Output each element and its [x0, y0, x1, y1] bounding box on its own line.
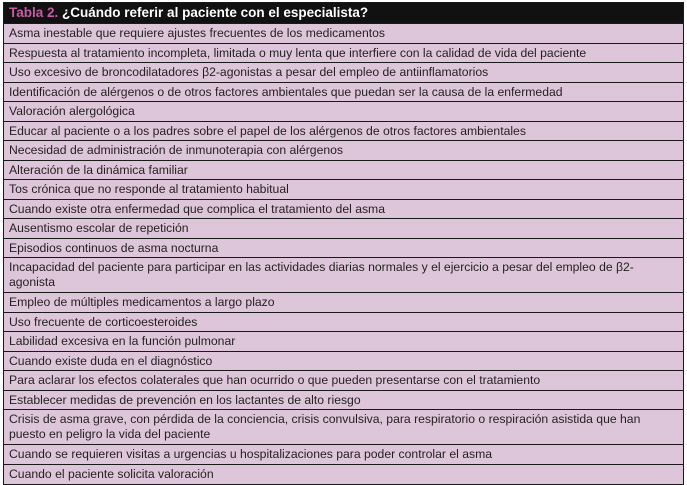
- table-row: Necesidad de administración de inmunoterapia con alérgenos: [4, 141, 683, 161]
- table-row: Uso frecuente de corticoesteroides: [4, 313, 683, 333]
- table-title: ¿Cuándo referir al paciente con el especialista?: [62, 5, 369, 20]
- table-row: Valoración alergológica: [4, 102, 683, 122]
- table-row: Establecer medidas de prevención en los lactantes de alto riesgo: [4, 391, 683, 411]
- table-number-label: Tabla 2.: [9, 5, 59, 20]
- table-row: Ausentismo escolar de repetición: [4, 219, 683, 239]
- table-row: Incapacidad del paciente para participar en las actividades diarias normales y el ejercicio a pesar del empleo de β2-agonista: [4, 258, 683, 293]
- table-row: Tos crónica que no responde al tratamiento habitual: [4, 180, 683, 200]
- table-row: Educar al paciente o a los padres sobre el papel de los alérgenos de otros factores ambientales: [4, 122, 683, 142]
- table-row: Asma inestable que requiere ajustes frecuentes de los medicamentos: [4, 24, 683, 44]
- table-row: Cuando se requieren visitas a urgencias u hospitalizaciones para poder controlar el asma: [4, 445, 683, 465]
- table-row: Labilidad excesiva en la función pulmonar: [4, 332, 683, 352]
- table-row: Cuando existe duda en el diagnóstico: [4, 352, 683, 372]
- table-row: Alteración de la dinámica familiar: [4, 161, 683, 181]
- table-row: Respuesta al tratamiento incompleta, limitada o muy lenta que interfiere con la calidad de vida del paciente: [4, 44, 683, 64]
- table-row: Cuando el paciente solicita valoración: [4, 465, 683, 484]
- table-row: Empleo de múltiples medicamentos a largo plazo: [4, 293, 683, 313]
- table-rows: [4, 24, 683, 484]
- table-row: Uso excesivo de broncodilatadores β2-agonistas a pesar del empleo de antiinflamatorios: [4, 63, 683, 83]
- table-row: Crisis de asma grave, con pérdida de la conciencia, crisis convulsiva, para respiratorio o respiración asistida que han puesto en peligro la vida del paciente: [4, 410, 683, 445]
- table-row: Episodios continuos de asma nocturna: [4, 239, 683, 259]
- table-row: Para aclarar los efectos colaterales que han ocurrido o que pueden presentarse con el tratamiento: [4, 371, 683, 391]
- referral-table: [3, 2, 684, 485]
- table-header: [4, 3, 683, 24]
- table-row: Identificación de alérgenos o de otros factores ambientales que puedan ser la causa de la enfermedad: [4, 83, 683, 103]
- table-row: Cuando existe otra enfermedad que complica el tratamiento del asma: [4, 200, 683, 220]
